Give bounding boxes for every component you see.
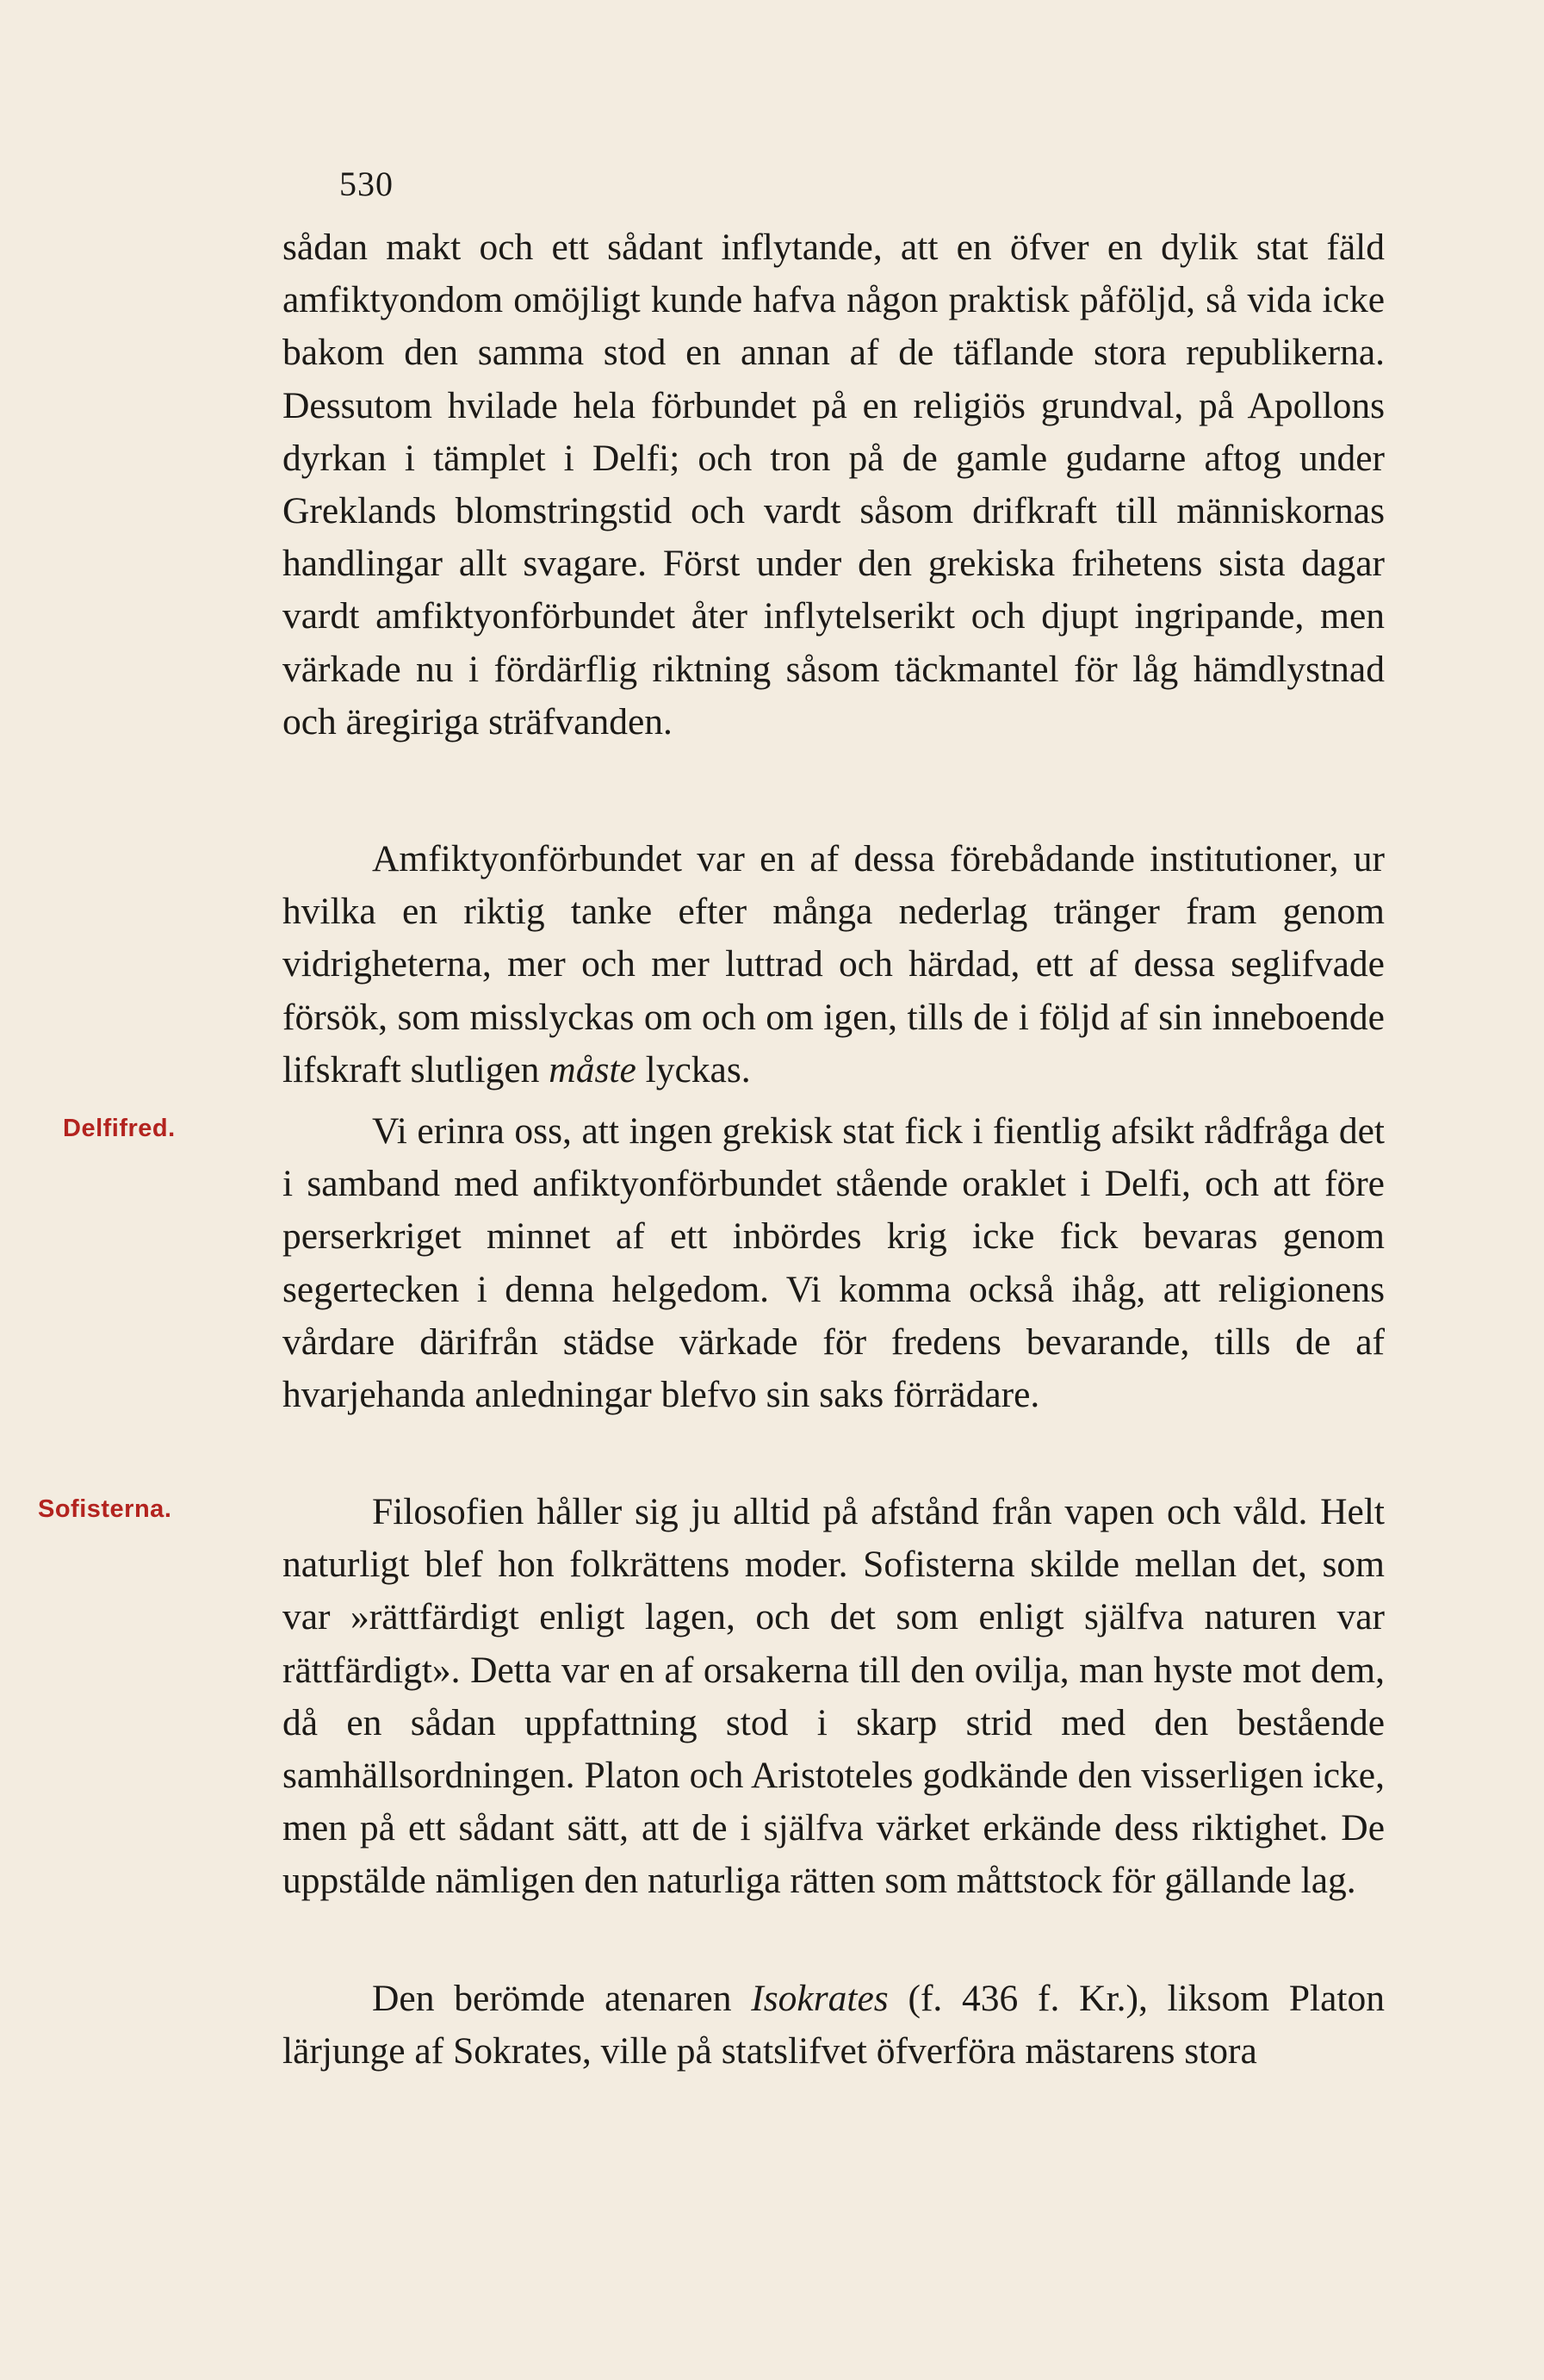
paragraph-2-italic: måste	[549, 1048, 636, 1091]
paragraph-3: Vi erinra oss, att ingen grekisk stat fick i fientlig afsikt rådfråga det i samband med anfiktyonförbundet stående oraklet i Delfi, och att före perserkriget minnet af ett inbördes krig icke fick bevaras genom segertecken i denna helgedom. Vi komma också ihåg, att religionens vårdare därifrån städse värkade för fredens bevarande, tills de af hvarjehanda anledningar blefvo sin saks förrädare.	[282, 1110, 1385, 1416]
margin-note-sofisterna: Sofisterna.	[38, 1495, 172, 1523]
paragraph-4: Filosofien håller sig ju alltid på afstånd från vapen och våld. Helt naturligt blef hon folkrättens moder. Sofisterna skilde mellan det, som var »rättfärdigt enligt lagen, och det som enligt själfva naturen var rättfärdigt». Detta var en af orsakerna till den ovilja, man hyste mot dem, då en sådan uppfattning stod i skarp strid med den bestående samhällsordningen. Platon och Aristoteles godkände den visserligen icke, men på ett sådant sätt, att de i själfva värket erkände dess riktighet. De uppstälde nämligen den naturliga rätten som måttstock för gällande lag.	[282, 1491, 1385, 1902]
paragraph-2-end: lyckas.	[645, 1048, 751, 1091]
paragraph-5	[282, 1973, 1385, 2078]
paragraph-2	[282, 833, 1385, 1097]
margin-note-delfifred: Delfifred.	[63, 1115, 176, 1142]
page-number: 530	[339, 165, 394, 203]
paragraph-5-text: Den berömde atenaren	[372, 1978, 732, 2019]
paragraph-2-text: Amfiktyonförbundet var en af dessa förebådande institutioner, ur hvilka en riktig tanke efter många nederlag tränger fram genom vidrigheterna, mer och mer luttrad och härdad, ett af dessa seglifvade försök, som misslyckas om och om igen, tills de i följd af sin inneboende lifskraft slutligen	[282, 838, 1385, 1091]
paragraph-5-italic: Isokrates	[751, 1978, 889, 2019]
paragraph-1: sådan makt och ett sådant inflytande, att en öfver en dylik stat fäld amfiktyondom omöjligt kunde hafva någon praktisk påföljd, så vida icke bakom den samma stod en annan af de täflande stora republikerna. Dessutom hvilade hela förbundet på en religiös grundval, på Apollons dyrkan i tämplet i Delfi; och tron på de gamle gudarne aftog under Greklands blomstringstid och vardt såsom drifkraft till människornas handlingar allt svagare. Först under den grekiska frihetens sista dagar vardt amfiktyonförbundet åter inflytelserikt och djupt ingripande, men värkade nu i fördärflig riktning såsom täckmantel för låg hämdlystnad och äregiriga sträfvanden.	[282, 227, 1385, 743]
paragraph-5-end: (f. 436 f. Kr.), liksom Platon lärjunge af Sokrates, ville på statslifvet öfverföra mästarens stora	[282, 1978, 1385, 2072]
